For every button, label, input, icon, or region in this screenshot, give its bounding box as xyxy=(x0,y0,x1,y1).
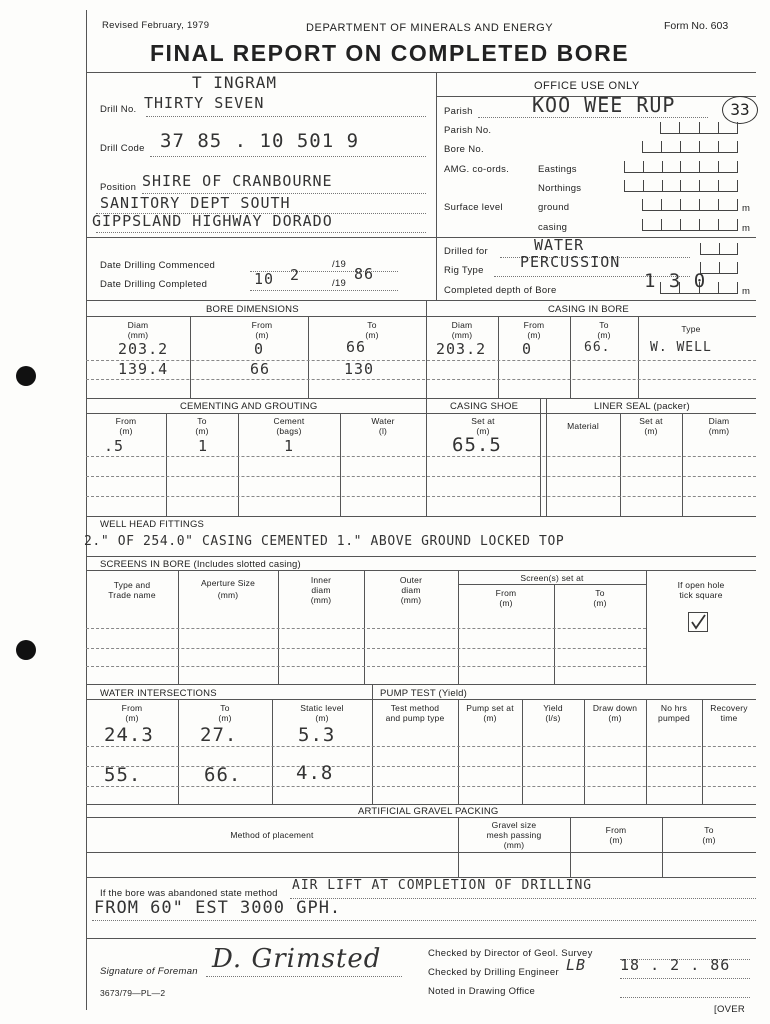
gp-col-gravel-unit: (mm) xyxy=(503,840,525,850)
sc-col-to: To xyxy=(595,588,605,598)
cib-col-from: From xyxy=(523,320,545,330)
sc-col-type: Type and xyxy=(113,580,151,590)
amg-label: AMG. co-ords. xyxy=(444,164,510,175)
position-line1: SHIRE OF CRANBOURNE xyxy=(142,172,333,190)
gp-col-to: To xyxy=(704,825,714,835)
completed-year: 86 xyxy=(354,265,375,283)
revised-date: Revised February, 1979 xyxy=(102,20,210,31)
bd-col-from-unit: (m) xyxy=(255,330,269,340)
casing-unit: m xyxy=(742,223,751,234)
ground-level-boxes xyxy=(642,199,738,211)
parish-label: Parish xyxy=(444,106,473,117)
position-line3: GIPPSLAND HIGHWAY DORADO xyxy=(92,212,333,230)
engineer-initials: LB xyxy=(566,956,587,974)
wi-row1-static: 5.3 xyxy=(298,724,336,746)
commenced-year-prefix: /19 xyxy=(332,259,347,270)
bd-row1-diam: 203.2 xyxy=(118,340,169,358)
bd-col-from: From xyxy=(251,320,273,330)
sc-col-outer-unit: (mm) xyxy=(400,595,422,605)
page-title: FINAL REPORT ON COMPLETED BORE xyxy=(150,40,630,66)
bd-row2-to: 130 xyxy=(344,360,375,378)
rig-type-value: PERCUSSION xyxy=(520,253,621,271)
completed-day: 10 xyxy=(254,270,275,288)
ls-col-set-at: Set at xyxy=(639,416,663,426)
check-mark-icon xyxy=(689,613,707,631)
casing-shoe-heading: CASING SHOE xyxy=(450,401,519,412)
pt-col-yield: Yield xyxy=(543,703,563,713)
bd-col-to: To xyxy=(367,320,377,330)
cib-col-to-unit: (m) xyxy=(597,330,611,340)
gp-col-from-unit: (m) xyxy=(609,835,623,845)
checked-engineer-label: Checked by Drilling Engineer xyxy=(428,967,559,978)
abandoned-text-line1: AIR LIFT AT COMPLETION OF DRILLING xyxy=(292,878,593,893)
pump-test-heading: PUMP TEST (Yield) xyxy=(380,688,467,699)
owner-name: T INGRAM xyxy=(192,73,278,92)
wi-col-from-unit: (m) xyxy=(125,713,139,723)
sc-col-open-hole: If open hole xyxy=(677,580,725,590)
cg-col-water-unit: (l) xyxy=(378,426,388,436)
parish-circle-number: 33 xyxy=(722,96,758,124)
completed-depth-value: 1 3 0 xyxy=(644,270,707,292)
screens-heading: SCREENS IN BORE (Includes slotted casing) xyxy=(100,559,301,570)
completed-depth-unit: m xyxy=(742,286,751,297)
casing-shoe-value: 65.5 xyxy=(452,434,502,456)
wi-col-to-unit: (m) xyxy=(218,713,232,723)
wi-col-from: From xyxy=(121,703,143,713)
form-code: 3673/79—PL—2 xyxy=(100,988,166,998)
punch-hole-top xyxy=(16,366,36,386)
northings-boxes xyxy=(624,180,738,192)
foreman-signature: D. Grimsted xyxy=(212,944,382,974)
pt-col-method: Test method xyxy=(390,703,440,713)
pt-col-drawdown-unit: (m) xyxy=(608,713,622,723)
cib-row1-from: 0 xyxy=(522,340,533,358)
cg-row1-to: 1 xyxy=(198,437,209,455)
ls-col-material: Material xyxy=(567,421,599,431)
abandoned-text-line2: FROM 60" EST 3000 GPH. xyxy=(94,898,342,918)
cib-row1-to: 66. xyxy=(584,340,611,355)
cib-col-to: To xyxy=(599,320,609,330)
sc-col-aperture-unit: (mm) xyxy=(217,590,239,600)
cib-row1-diam: 203.2 xyxy=(436,340,487,358)
cg-row1-cement: 1 xyxy=(284,437,295,455)
well-head-text: 2." OF 254.0" CASING CEMENTED 1." ABOVE GROUND LOCKED TOP xyxy=(84,534,565,549)
completed-month: 2 xyxy=(290,266,301,284)
sc-col-from: From xyxy=(495,588,517,598)
cg-col-cement: Cement xyxy=(273,416,305,426)
cib-col-diam: Diam xyxy=(451,320,473,330)
gp-col-gravel2: mesh passing xyxy=(486,830,542,840)
gp-col-to-unit: (m) xyxy=(702,835,716,845)
gp-col-method: Method of placement xyxy=(230,830,314,840)
engineer-date: 18 . 2 . 86 xyxy=(620,956,731,974)
ls-col-diam: Diam xyxy=(708,416,730,426)
sc-col-open-hole2: tick square xyxy=(679,590,723,600)
bore-dimensions-heading: BORE DIMENSIONS xyxy=(206,304,299,315)
drilled-for-boxes xyxy=(700,243,738,255)
casing-level-boxes xyxy=(642,219,738,231)
well-head-heading: WELL HEAD FITTINGS xyxy=(100,519,205,530)
drilled-for-label: Drilled for xyxy=(444,246,488,257)
wi-row2-static: 4.8 xyxy=(296,762,334,784)
bd-col-diam: Diam xyxy=(127,320,149,330)
bd-row1-to: 66 xyxy=(346,338,367,356)
parish-no-label: Parish No. xyxy=(444,125,492,136)
pt-col-method2: and pump type xyxy=(385,713,445,723)
pt-col-pump-set-unit: (m) xyxy=(483,713,497,723)
sc-col-type2: Trade name xyxy=(108,590,156,600)
cg-col-to-unit: (m) xyxy=(195,426,209,436)
cg-col-to: To xyxy=(197,416,207,426)
bore-no-label: Bore No. xyxy=(444,144,484,155)
open-hole-checkbox[interactable] xyxy=(688,612,708,632)
water-intersections-heading: WATER INTERSECTIONS xyxy=(100,688,217,699)
date-commenced-label: Date Drilling Commenced xyxy=(100,260,216,271)
wi-col-static-unit: (m) xyxy=(315,713,329,723)
cg-col-cement-unit: (bags) xyxy=(276,426,302,436)
bd-row2-diam: 139.4 xyxy=(118,360,169,378)
wi-row2-to: 66. xyxy=(204,764,242,786)
gravel-packing-heading: ARTIFICIAL GRAVEL PACKING xyxy=(358,806,499,817)
pt-col-yield-unit: (l/s) xyxy=(545,713,561,723)
sc-col-outer: Outer xyxy=(399,575,423,585)
completed-depth-label: Completed depth of Bore xyxy=(444,285,557,296)
parish-value: KOO WEE RUP xyxy=(532,93,676,117)
department-name: DEPARTMENT OF MINERALS AND ENERGY xyxy=(306,22,554,34)
bd-row1-from: 0 xyxy=(254,340,265,358)
cib-col-from-unit: (m) xyxy=(527,330,541,340)
eastings-label: Eastings xyxy=(538,164,577,175)
punch-hole-bottom xyxy=(16,640,36,660)
gp-col-from: From xyxy=(605,825,627,835)
cib-row1-type: W. WELL xyxy=(650,340,712,355)
sc-col-to-unit: (m) xyxy=(593,598,607,608)
pt-col-recovery2: time xyxy=(720,713,738,723)
liner-seal-heading: LINER SEAL (packer) xyxy=(594,401,690,412)
sc-col-inner: Inner xyxy=(310,575,332,585)
rig-type-label: Rig Type xyxy=(444,265,484,276)
wi-row1-from: 24.3 xyxy=(104,724,154,746)
over-label: [OVER xyxy=(714,1004,746,1015)
ls-col-set-at-unit: (m) xyxy=(644,426,658,436)
position-label: Position xyxy=(100,182,137,193)
pt-col-pump-set: Pump set at xyxy=(466,703,514,713)
sc-col-from-unit: (m) xyxy=(499,598,513,608)
bore-no-boxes xyxy=(642,141,738,153)
position-line2: SANITORY DEPT SOUTH xyxy=(100,194,291,212)
wi-row1-to: 27. xyxy=(200,724,238,746)
sc-col-set-at: Screen(s) set at xyxy=(520,573,584,583)
ls-col-diam-unit: (mm) xyxy=(708,426,730,436)
bd-row2-from: 66 xyxy=(250,360,271,378)
noted-drawing-label: Noted in Drawing Office xyxy=(428,986,536,997)
cib-col-diam-unit: (mm) xyxy=(451,330,473,340)
abandoned-label: If the bore was abandoned state method xyxy=(100,888,278,899)
cs-col-set-at: Set at xyxy=(471,416,495,426)
bd-col-diam-unit: (mm) xyxy=(127,330,149,340)
ground-unit: m xyxy=(742,203,751,214)
pt-col-recovery: Recovery xyxy=(710,703,748,713)
sc-col-aperture: Aperture Size xyxy=(200,578,256,588)
northings-label: Northings xyxy=(538,183,582,194)
casing-level-label: casing xyxy=(538,222,568,233)
cg-col-water: Water xyxy=(371,416,395,426)
form-number: Form No. 603 xyxy=(664,20,729,32)
office-use-heading: OFFICE USE ONLY xyxy=(534,80,640,92)
surface-level-label: Surface level xyxy=(444,202,503,213)
ground-label: ground xyxy=(538,202,570,213)
cg-row1-from: .5 xyxy=(104,437,125,455)
parish-no-boxes xyxy=(660,122,738,134)
cg-col-from-unit: (m) xyxy=(119,426,133,436)
drilled-for-value: WATER xyxy=(534,236,585,254)
eastings-boxes xyxy=(624,161,738,173)
drill-no-label: Drill No. xyxy=(100,104,137,115)
pt-col-hours2: pumped xyxy=(658,713,690,723)
cib-col-type: Type xyxy=(681,324,701,334)
wi-col-to: To xyxy=(220,703,230,713)
pt-col-hours: No hrs xyxy=(660,703,688,713)
wi-row2-from: 55. xyxy=(104,764,142,786)
bd-col-to-unit: (m) xyxy=(365,330,379,340)
cg-col-from: From xyxy=(115,416,137,426)
sc-col-inner2: diam xyxy=(311,585,331,595)
casing-in-bore-heading: CASING IN BORE xyxy=(548,304,629,315)
sc-col-inner-unit: (mm) xyxy=(310,595,332,605)
cs-col-set-at-unit: (m) xyxy=(476,426,490,436)
drill-code-value: 37 85 . 10 501 9 xyxy=(160,130,360,152)
signature-label: Signature of Foreman xyxy=(100,966,198,977)
drill-code-label: Drill Code xyxy=(100,143,145,154)
drill-no-value: THIRTY SEVEN xyxy=(144,94,265,112)
sc-col-outer2: diam xyxy=(401,585,421,595)
cementing-heading: CEMENTING AND GROUTING xyxy=(180,401,318,412)
gp-col-gravel: Gravel size xyxy=(491,820,537,830)
completed-year-prefix: /19 xyxy=(332,278,347,289)
wi-col-static: Static level xyxy=(300,703,344,713)
pt-col-drawdown: Draw down xyxy=(592,703,638,713)
date-completed-label: Date Drilling Completed xyxy=(100,279,208,290)
checked-director-label: Checked by Director of Geol. Survey xyxy=(428,948,593,959)
